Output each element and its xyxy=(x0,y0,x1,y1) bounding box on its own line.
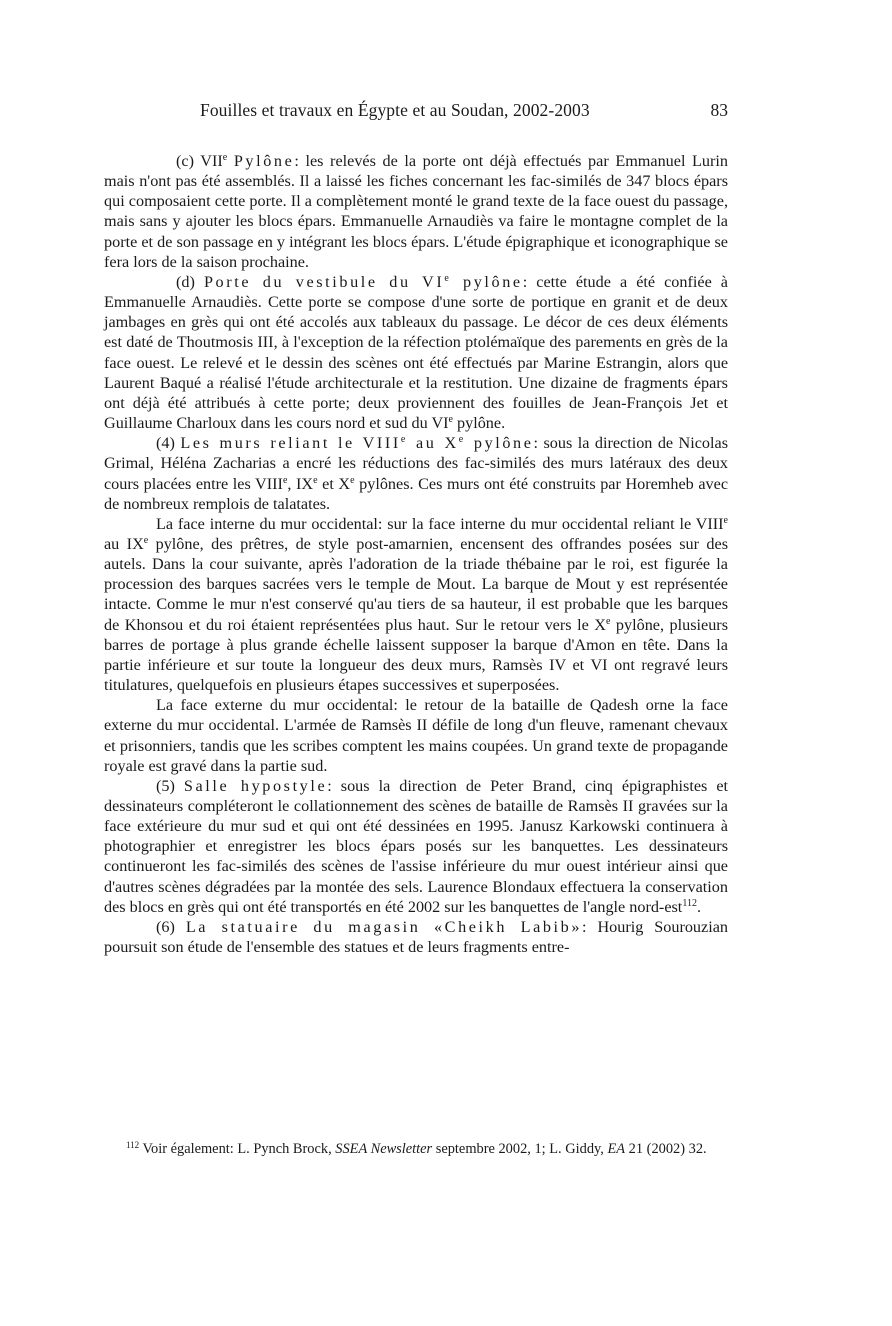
running-title: Fouilles et travaux en Égypte et au Soudan, 2002-2003 xyxy=(200,100,590,120)
running-head xyxy=(104,97,728,123)
paragraph-seventh-pylon: (c) VIIe Pylône: les relevés de la porte ont déjà effectués par Emmanuel Lurin mais n'ont pas été assemblés. Il a laissé les fiches concernant les fac-similés de 347 blocs épars qui composaient cette porte. Il a complètement monté le grand texte de la face ouest du passage, mais sans y ajouter les blocs épars. Emmanuelle Arnaudiès va faire le montagne complet de la porte et de son passage en y intégrant les blocs épars. L'étude épigraphique et iconographique se fera lors de la saison prochaine. xyxy=(104,152,729,271)
section-label: (6) xyxy=(156,917,175,936)
paragraph-text: : sous la direction de Nicolas Grimal, Héléna Zacharias a encré les réductions des fac-similés des murs latéraux des deux cours placées entre les VIII xyxy=(104,434,728,493)
paragraph-text: La face externe du mur occidental: le retour de la bataille de Qadesh orne la face externe du mur occidental. L'armée de Ramsès II défile de long d'un fleuve, ramenant chevaux et prisonniers, tandis que les scribes comptent les mains coupées. Un grand texte de propagande royale est gravé dans la partie sud. xyxy=(104,696,728,775)
section-label: (4) xyxy=(156,434,175,453)
paragraph-text: : cette étude a été confiée à Emmanuelle Arnaudiès. Cette porte se compose d'une sorte de portique en granit et de deux jambages en grès qui ont été accolés aux tableaux du passage. Le décor de ces deux éléments est daté de Thoutmosis III, à l'exception de la réfection ptolémaïque des parements en grès de la face ouest. Le relevé et le dessin des scènes ont été effectués par Marine Estrangin, alors que Laurent Baqué a réalisé l'étude architecturale et la restitution. Une dizaine de fragments épars ont déjà été attribués à cette porte; deux proviennent des fouilles de Jean-François Jet et Guillaume Charloux dans les cours nord et sud du VI xyxy=(104,272,728,433)
footnote-number: 112 xyxy=(126,1140,140,1150)
journal-title: SSEA Newsletter xyxy=(335,1141,433,1157)
section-heading: Pylône xyxy=(233,152,295,170)
paragraph-statuary xyxy=(104,917,728,957)
paragraph-text: La face interne du mur occidental: sur la face interne du mur occidental reliant le VIII xyxy=(156,514,724,533)
footnote-112: $^{112}$ Voir également: L. Pynch Brock, SSEA Newsletter septembre 2002, 1; L. Giddy, EA 21 (2002) 32. xyxy=(126,1140,707,1157)
body-text xyxy=(104,151,728,957)
paragraph-vestibule-door: (d) Porte du vestibule du VIe pylône: cette étude a été confiée à Emmanuelle Arnaudiès. Cette porte se compose d'une sorte de portique en granit et de deux jambages en grès qui ont été accolés aux tableaux du passage. Le décor de ces deux éléments est daté de Thoutmosis III, à l'exception de la réfection ptolémaïque des parements en grès de la face ouest. Le relevé et le dessin des scènes ont été effectués par Marine Estrangin, alors que Laurent Baqué a réalisé l'étude architecturale et la restitution. Une dizaine de fragments épars ont déjà été attribués à cette porte; deux proviennent des fouilles de Jean-François Jet et Guillaume Charloux dans les cours nord et sud du VIe pylône. xyxy=(104,272,728,433)
footnote xyxy=(104,1141,728,1159)
page-number: 83 xyxy=(710,100,728,120)
section-heading: La statuaire du magasin «Cheikh Labib» xyxy=(185,917,583,936)
section-heading: Les murs reliant le VIIIe au Xe pylône xyxy=(180,434,534,453)
section-label: (c) VII xyxy=(176,152,223,170)
paragraph-text: : Hourig Sourouzian poursuit son étude de l'ensemble des statues et de leurs fragments entre- xyxy=(104,917,728,957)
paragraph-text: : les relevés de la porte ont déjà effectués par Emmanuel Lurin mais n'ont pas été assemblés. Il a laissé les fiches concernant les fac-similés de 347 blocs épars qui composaient cette porte. Il a complètement monté le grand texte de la face ouest du passage, mais sans y ajouter les blocs épars. Emmanuelle Arnaudiès va faire le montagne complet de la porte et de son passage en y intégrant les blocs épars. L'étude épigraphique et iconographique se fera lors de la saison prochaine. xyxy=(104,152,729,271)
section-heading: Salle hypostyle xyxy=(183,776,328,795)
footnote-reference: 112 xyxy=(682,897,697,909)
section-label: (5) xyxy=(156,776,175,795)
journal-title: EA xyxy=(607,1141,626,1157)
paragraph-inner-face: La face interne du mur occidental: sur la face interne du mur occidental reliant le VIIIe au IXe pylône, des prêtres, de style post-amarnien, encensent des offrandes posées sur des autels. Dans la cour suivante, après l'adoration de la triade thébaine par le roi, est figurée la procession des barques sacrées vers le temple de Mout. La barque de Mout y est représentée intacte. Comme le mur n'est conservé qu'au tiers de sa hauteur, il est probable que les barques de Khonsou et du roi étaient représentées plus haut. Sur le retour vers le Xe pylône, plusieurs barres de portage à plus grande échelle laissent supposer la barque d'Amon en tête. Dans la partie inférieure et sur toute la longueur des deux murs, Ramsès IV et VI ont regravé leurs titulatures, quelquefois en plusieurs étapes successives et superposées. xyxy=(104,514,729,695)
section-label: (d) xyxy=(176,272,195,291)
section-heading: Porte du vestibule du VIe pylône xyxy=(203,272,523,291)
paragraph-connecting-walls: (4) Les murs reliant le VIIIe au Xe pylône: sous la direction de Nicolas Grimal, Héléna Zacharias a encré les réductions des fac-similés des murs latéraux des deux cours placées entre les VIIIe, IXe et Xe pylônes. Ces murs ont été construits par Horemheb avec de nombreux remplois de talatates. xyxy=(104,434,729,513)
paragraph-outer-face xyxy=(104,695,728,776)
paragraph-hypostyle-hall: (5) Salle hypostyle: sous la direction de Peter Brand, cinq épigraphistes et dessinateurs compléteront le collationnement des scènes de bataille de Ramsès II gravées sur la face extérieure du mur sud et qui ont été dessinées en 1995. Janusz Karkowski continuera à photographier et enregistrer les blocs épars posés sur les banquettes. Les dessinateurs continueront les fac-similés des scènes de l'assise inférieure du mur ouest intérieur ainsi que d'autres scènes dégradées par la montée des sels. Laurence Blondaux effectuera la conservation des blocs en grès qui ont été transportés en été 2002 sur les banquettes de l'angle nord-est$^{112}$. xyxy=(104,776,729,916)
paragraph-text: : sous la direction de Peter Brand, cinq épigraphistes et dessinateurs compléteront le collationnement des scènes de bataille de Ramsès II gravées sur la face extérieure du mur sud et qui ont été dessinées en 1995. Janusz Karkowski continuera à photographier et enregistrer les blocs épars posés sur les banquettes. Les dessinateurs continueront les fac-similés des scènes de l'assise inférieure du mur ouest intérieur ainsi que d'autres scènes dégradées par la montée des sels. Laurence Blondaux effectuera la conservation des blocs en grès qui ont été transportés en été 2002 sur les banquettes de l'angle nord-est xyxy=(104,776,729,916)
